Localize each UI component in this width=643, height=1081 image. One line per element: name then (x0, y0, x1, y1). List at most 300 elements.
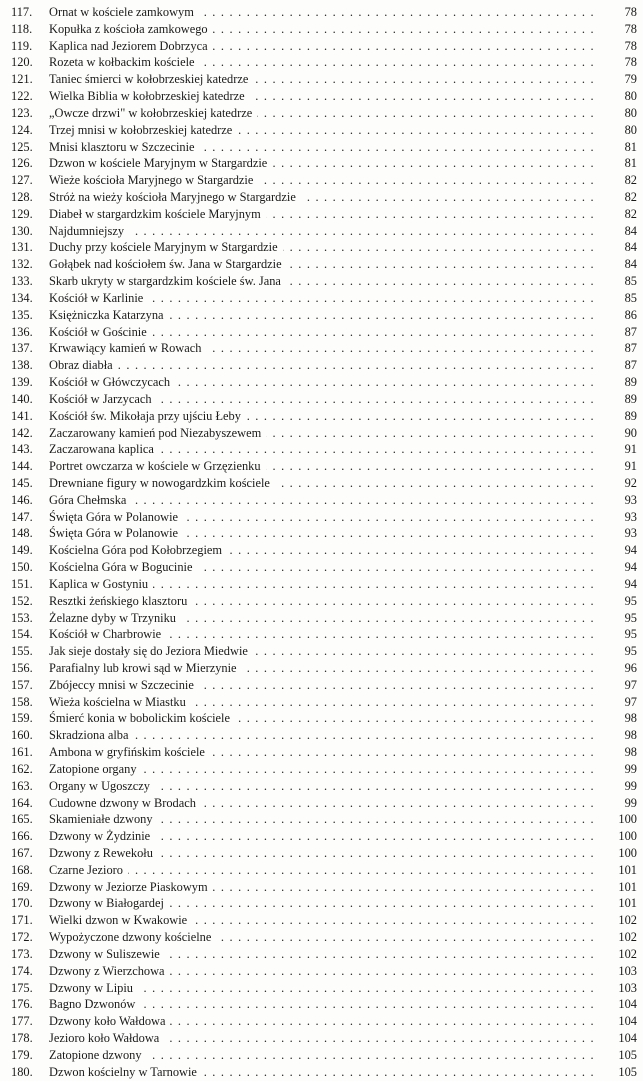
entry-page-number: 103 (618, 963, 637, 978)
entry-number: 141. (11, 408, 33, 423)
entry-title: Jezioro koło Wałdowa (49, 1031, 164, 1045)
entry-page-number: 95 (624, 610, 637, 625)
toc-entry (0, 357, 643, 374)
entry-number: 163. (11, 778, 33, 793)
entry-page-number: 87 (624, 358, 637, 373)
entry-page-number: 93 (624, 509, 637, 524)
entry-number: 173. (11, 946, 33, 961)
entry-page-number: 78 (624, 55, 637, 70)
toc-entry (0, 21, 643, 38)
entry-title: „Owcze drzwi" w kołobrzeskiej katedrze (49, 106, 257, 120)
entry-number: 149. (11, 543, 33, 558)
entry-title-leader (49, 239, 595, 256)
entry-title: Krwawiący kamień w Rowach (49, 341, 206, 355)
entry-title-leader (49, 122, 595, 139)
entry-title: Dzwon kościelny w Tarnowie (49, 1065, 202, 1079)
entry-number: 164. (11, 795, 33, 810)
entry-title-leader (49, 811, 595, 828)
entry-page-number: 104 (618, 1031, 637, 1046)
entry-title-leader (49, 324, 595, 341)
entry-title: Kościół w Karlinie (49, 291, 148, 305)
entry-page-number: 84 (624, 223, 637, 238)
entry-title-leader (49, 929, 595, 946)
toc-entry (0, 441, 643, 458)
entry-title: Portret owczarza w kościele w Grzęzienku (49, 459, 266, 473)
entry-page-number: 105 (618, 1064, 637, 1079)
toc-entry (0, 677, 643, 694)
entry-page-number: 84 (624, 257, 637, 272)
entry-title: Skradziona alba (49, 728, 133, 742)
entry-title: Zaczarowana kaplica (49, 442, 159, 456)
entry-page-number: 101 (618, 896, 637, 911)
entry-number: 144. (11, 459, 33, 474)
entry-number: 156. (11, 660, 33, 675)
entry-title-leader (49, 340, 595, 357)
entry-number: 152. (11, 593, 33, 608)
toc-entry (0, 811, 643, 828)
toc-entry (0, 307, 643, 324)
entry-page-number: 101 (618, 879, 637, 894)
toc-entry (0, 71, 643, 88)
entry-title-leader (49, 357, 595, 374)
entry-page-number: 100 (618, 812, 637, 827)
toc-entry (0, 54, 643, 71)
entry-title: Zaczarowany kamień pod Niezabyszewem (49, 426, 266, 440)
entry-number: 153. (11, 610, 33, 625)
entry-page-number: 82 (624, 190, 637, 205)
entry-page-number: 102 (618, 930, 637, 945)
entry-number: 136. (11, 324, 33, 339)
entry-page-number: 101 (618, 862, 637, 877)
entry-title-leader (49, 660, 595, 677)
entry-title-leader (49, 88, 595, 105)
entry-title: Wieże kościoła Maryjnego w Stargardzie (49, 173, 258, 187)
entry-title: Mnisi klasztoru w Szczecinie (49, 140, 200, 154)
entry-number: 158. (11, 694, 33, 709)
entry-page-number: 93 (624, 492, 637, 507)
entry-title-leader (49, 862, 595, 879)
entry-number: 143. (11, 442, 33, 457)
entry-page-number: 95 (624, 627, 637, 642)
toc-entry (0, 509, 643, 526)
toc-entry (0, 879, 643, 896)
entry-title-leader (49, 626, 595, 643)
entry-title: Ornat w kościele zamkowym (49, 5, 199, 19)
entry-title: Wypożyczone dzwony kościelne (49, 930, 216, 944)
entry-title: Organy w Ugoszczy (49, 779, 155, 793)
entry-title: Kościół św. Mikołaja przy ujściu Łeby (49, 409, 246, 423)
toc-entry (0, 4, 643, 21)
entry-title: Wielki dzwon w Kwakowie (49, 913, 192, 927)
entry-title-leader (49, 492, 595, 509)
entry-title-leader (49, 223, 595, 240)
entry-page-number: 100 (618, 846, 637, 860)
toc-entry (0, 761, 643, 778)
toc-entry (0, 980, 643, 997)
entry-page-number: 104 (618, 997, 637, 1012)
toc-entry (0, 626, 643, 643)
entry-title: Taniec śmierci w kołobrzeskiej katedrze (49, 72, 253, 86)
entry-number: 150. (11, 560, 33, 575)
entry-number: 135. (11, 307, 33, 322)
entry-title: Dzwony w Białogardej (49, 896, 169, 910)
entry-title: Rozeta w kołbackim kościele (49, 55, 200, 69)
entry-title-leader (49, 441, 595, 458)
toc-entry (0, 660, 643, 677)
toc-entry (0, 1047, 643, 1064)
entry-title-leader (49, 879, 595, 896)
entry-title-leader (49, 525, 595, 542)
toc-entry (0, 122, 643, 139)
entry-title: Wieża kościelna w Miastku (49, 695, 191, 709)
entry-page-number: 95 (624, 644, 637, 659)
entry-page-number: 78 (624, 21, 637, 36)
entry-title-leader (49, 4, 595, 21)
toc-entry (0, 38, 643, 55)
entry-page-number: 91 (624, 442, 637, 457)
toc-entry (0, 576, 643, 593)
entry-number: 172. (11, 930, 33, 945)
toc-entry (0, 189, 643, 206)
entry-title: Śmierć konia w bobolickim kościele (49, 711, 235, 725)
entry-page-number: 91 (624, 459, 637, 474)
entry-title-leader (49, 307, 595, 324)
entry-title: Parafialny lub krowi sąd w Mierzynie (49, 661, 242, 675)
toc-entry (0, 391, 643, 408)
entry-number: 155. (11, 644, 33, 659)
entry-page-number: 98 (624, 711, 637, 726)
entry-number: 132. (11, 257, 33, 272)
entry-number: 168. (11, 862, 33, 877)
toc-entry (0, 425, 643, 442)
entry-page-number: 98 (624, 745, 637, 760)
entry-title-leader (49, 391, 595, 408)
entry-title: Kopułka z kościoła zamkowego (49, 22, 213, 36)
entry-number: 125. (11, 139, 33, 154)
entry-title-leader (49, 744, 595, 761)
entry-page-number: 97 (624, 694, 637, 709)
toc-entry (0, 172, 643, 189)
entry-title: Kościół w Jarzycach (49, 392, 157, 406)
entry-page-number: 105 (618, 1047, 637, 1062)
entry-number: 161. (11, 745, 33, 760)
entry-page-number: 79 (624, 72, 637, 87)
entry-page-number: 81 (624, 156, 637, 171)
toc-entry (0, 1064, 643, 1081)
entry-title-leader (49, 542, 595, 559)
entry-number: 162. (11, 761, 33, 776)
entry-title-leader (49, 54, 595, 71)
entry-number: 159. (11, 711, 33, 726)
entry-page-number: 95 (624, 593, 637, 608)
entry-title: Duchy przy kościele Maryjnym w Stargardzie (49, 240, 283, 254)
toc-entry (0, 778, 643, 795)
entry-title-leader (49, 1047, 595, 1064)
entry-title-leader (49, 1064, 595, 1081)
entry-number: 180. (11, 1064, 33, 1079)
toc-entry (0, 744, 643, 761)
entry-title: Dzwony w Lipiu (49, 981, 138, 995)
entry-title-leader (49, 408, 595, 425)
entry-number: 179. (11, 1047, 33, 1062)
entry-title-leader (49, 374, 595, 391)
entry-page-number: 86 (624, 307, 637, 322)
entry-page-number: 84 (624, 240, 637, 255)
entry-page-number: 90 (624, 425, 637, 440)
entry-page-number: 100 (618, 829, 637, 844)
entry-page-number: 81 (624, 139, 637, 154)
entry-title: Resztki żeńskiego klasztoru (49, 594, 192, 608)
toc-entry (0, 458, 643, 475)
entry-page-number: 78 (624, 38, 637, 53)
toc-entry (0, 340, 643, 357)
entry-title: Święta Góra w Polanowie (49, 510, 183, 524)
entry-number: 131. (11, 240, 33, 255)
entry-number: 165. (11, 812, 33, 827)
entry-page-number: 92 (624, 475, 637, 490)
entry-title: Obraz diabła (49, 358, 118, 372)
entry-title-leader (49, 593, 595, 610)
entry-page-number: 78 (624, 5, 637, 19)
entry-page-number: 80 (624, 122, 637, 137)
entry-title: Dzwon w kościele Maryjnym w Stargardzie (49, 156, 272, 170)
entry-number: 130. (11, 223, 33, 238)
entry-title: Drewniane figury w nowogardzkim kościele (49, 476, 275, 490)
entry-page-number: 87 (624, 341, 637, 356)
entry-page-number: 80 (624, 105, 637, 120)
entry-title-leader (49, 458, 595, 475)
toc-entry (0, 727, 643, 744)
entry-number: 140. (11, 391, 33, 406)
entry-title-leader (49, 727, 595, 744)
toc-entry (0, 593, 643, 610)
entry-title-leader (49, 694, 595, 711)
entry-title: Góra Chełmska (49, 493, 131, 507)
toc-entry (0, 542, 643, 559)
toc-entry (0, 105, 643, 122)
entry-title-leader (49, 475, 595, 492)
entry-title: Kaplica nad Jeziorem Dobrzyca (49, 39, 213, 53)
entry-page-number: 102 (618, 946, 637, 961)
entry-page-number: 85 (624, 274, 637, 289)
entry-title: Kościół w Główczycach (49, 375, 175, 389)
entry-title: Zatopione organy (49, 762, 142, 776)
entry-page-number: 87 (624, 324, 637, 339)
toc-entry (0, 912, 643, 929)
entry-page-number: 93 (624, 526, 637, 541)
entry-title-leader (49, 761, 595, 778)
entry-number: 151. (11, 576, 33, 591)
entry-title: Cudowne dzwony w Brodach (49, 796, 201, 810)
entry-title: Księżniczka Katarzyna (49, 308, 169, 322)
entry-title-leader (49, 172, 595, 189)
entry-page-number: 97 (624, 677, 637, 692)
entry-number: 138. (11, 358, 33, 373)
entry-number: 121. (11, 72, 33, 87)
entry-title: Dzwony w Żydzinie (49, 829, 155, 843)
entry-page-number: 82 (624, 206, 637, 221)
entry-title: Trzej mnisi w kołobrzeskiej katedrze (49, 123, 237, 137)
entry-title: Wielka Biblia w kołobrzeskiej katedrze (49, 89, 250, 103)
toc-entry (0, 1013, 643, 1030)
entry-title: Najdumniejszy (49, 224, 129, 238)
entry-title: Jak sieje dostały się do Jeziora Miedwie (49, 644, 253, 658)
entry-number: 117. (11, 5, 33, 19)
entry-page-number: 103 (618, 980, 637, 995)
entry-title: Kościół w Charbrowie (49, 627, 166, 641)
toc-entry (0, 828, 643, 845)
entry-title-leader (49, 795, 595, 812)
toc-entry (0, 475, 643, 492)
entry-number: 139. (11, 375, 33, 390)
entry-title-leader (49, 105, 595, 122)
toc-entry (0, 155, 643, 172)
entry-title-leader (49, 895, 595, 912)
entry-number: 123. (11, 105, 33, 120)
entry-title-leader (49, 509, 595, 526)
toc-entry (0, 492, 643, 509)
entry-page-number: 94 (624, 560, 637, 575)
entry-number: 157. (11, 677, 33, 692)
entry-title: Ambona w gryfińskim kościele (49, 745, 210, 759)
entry-number: 178. (11, 1031, 33, 1046)
entry-page-number: 99 (624, 761, 637, 776)
entry-page-number: 102 (618, 913, 637, 928)
entry-number: 119. (11, 38, 33, 53)
entry-number: 145. (11, 475, 33, 490)
toc-entry (0, 239, 643, 256)
entry-page-number: 99 (624, 778, 637, 793)
entry-page-number: 96 (624, 660, 637, 675)
entry-number: 129. (11, 206, 33, 221)
entry-page-number: 89 (624, 375, 637, 390)
toc-entry (0, 795, 643, 812)
entry-title-leader (49, 71, 595, 88)
entry-page-number: 89 (624, 391, 637, 406)
entry-page-number: 85 (624, 290, 637, 305)
entry-title-leader (49, 828, 595, 845)
entry-title-leader (49, 845, 595, 862)
entry-title-leader (49, 778, 595, 795)
entry-number: 146. (11, 492, 33, 507)
entry-number: 126. (11, 156, 33, 171)
entry-number: 124. (11, 122, 33, 137)
toc-entry (0, 862, 643, 879)
toc-entry (0, 256, 643, 273)
toc-entry (0, 710, 643, 727)
entry-title-leader (49, 912, 595, 929)
entry-page-number: 82 (624, 173, 637, 188)
entry-title: Czarne Jezioro (49, 863, 128, 877)
entry-number: 122. (11, 89, 33, 104)
entry-title-leader (49, 1013, 595, 1030)
entry-number: 120. (11, 55, 33, 70)
toc-entry (0, 895, 643, 912)
entry-title-leader (49, 996, 595, 1013)
entry-title-leader (49, 677, 595, 694)
toc-entry (0, 374, 643, 391)
entry-title: Dzwony w Jeziorze Piaskowym (49, 880, 213, 894)
toc-entry (0, 610, 643, 627)
entry-title-leader (49, 189, 595, 206)
entry-title: Zatopione dzwony (49, 1048, 147, 1062)
entry-title: Żelazne dyby w Trzyniku (49, 611, 181, 625)
entry-number: 118. (11, 21, 33, 36)
entry-page-number: 99 (624, 795, 637, 810)
entry-title: Kościół w Gościnie (49, 325, 152, 339)
entry-title: Kościelna Góra pod Kołobrzegiem (49, 543, 227, 557)
entry-title-leader (49, 155, 595, 172)
entry-title-leader (49, 1030, 595, 1047)
entry-title: Dzwony koło Wałdowa (49, 1014, 170, 1028)
entry-number: 154. (11, 627, 33, 642)
entry-title-leader (49, 290, 595, 307)
entry-number: 134. (11, 290, 33, 305)
entry-title: Bagno Dzwonów (49, 997, 140, 1011)
toc-entry (0, 139, 643, 156)
entry-title-leader (49, 38, 595, 55)
entry-title-leader (49, 273, 595, 290)
entry-number: 148. (11, 526, 33, 541)
entry-page-number: 104 (618, 1014, 637, 1029)
entry-title-leader (49, 610, 595, 627)
entry-number: 142. (11, 425, 33, 440)
toc-entry (0, 946, 643, 963)
entry-number: 137. (11, 341, 33, 356)
entry-title-leader (49, 710, 595, 727)
toc-entry (0, 845, 643, 862)
entry-number: 166. (11, 829, 33, 844)
entry-title: Zbójeccy mnisi w Szczecinie (49, 678, 199, 692)
toc-entry (0, 963, 643, 980)
entry-number: 177. (11, 1014, 33, 1029)
toc-entry (0, 273, 643, 290)
entry-title: Dzwony z Wierzchowa (49, 964, 170, 978)
entry-title: Święta Góra w Polanowie (49, 526, 183, 540)
entry-title-leader (49, 256, 595, 273)
toc-entry (0, 206, 643, 223)
toc-entry (0, 290, 643, 307)
entry-title-leader (49, 643, 595, 660)
toc-entry (0, 408, 643, 425)
toc-entry (0, 525, 643, 542)
entry-page-number: 98 (624, 728, 637, 743)
entry-number: 133. (11, 274, 33, 289)
entry-title: Dzwony w Suliszewie (49, 947, 165, 961)
entry-number: 170. (11, 896, 33, 911)
entry-title: Kaplica w Gostyniu (49, 577, 153, 591)
entry-number: 128. (11, 190, 33, 205)
entry-page-number: 80 (624, 89, 637, 104)
entry-number: 167. (11, 846, 33, 860)
entry-page-number: 89 (624, 408, 637, 423)
entry-title-leader (49, 559, 595, 576)
entry-title: Skarb ukryty w stargardzkim kościele św. Jana (49, 274, 286, 288)
entry-number: 175. (11, 980, 33, 995)
toc-entry (0, 559, 643, 576)
entry-title-leader (49, 576, 595, 593)
toc-entry (0, 324, 643, 341)
entry-title-leader (49, 980, 595, 997)
entry-page-number: 94 (624, 576, 637, 591)
entry-title-leader (49, 963, 595, 980)
entry-number: 176. (11, 997, 33, 1012)
entry-title: Skamieniałe dzwony (49, 812, 158, 826)
entry-title-leader (49, 946, 595, 963)
toc-entry (0, 929, 643, 946)
entry-number: 174. (11, 963, 33, 978)
toc-entry (0, 1030, 643, 1047)
